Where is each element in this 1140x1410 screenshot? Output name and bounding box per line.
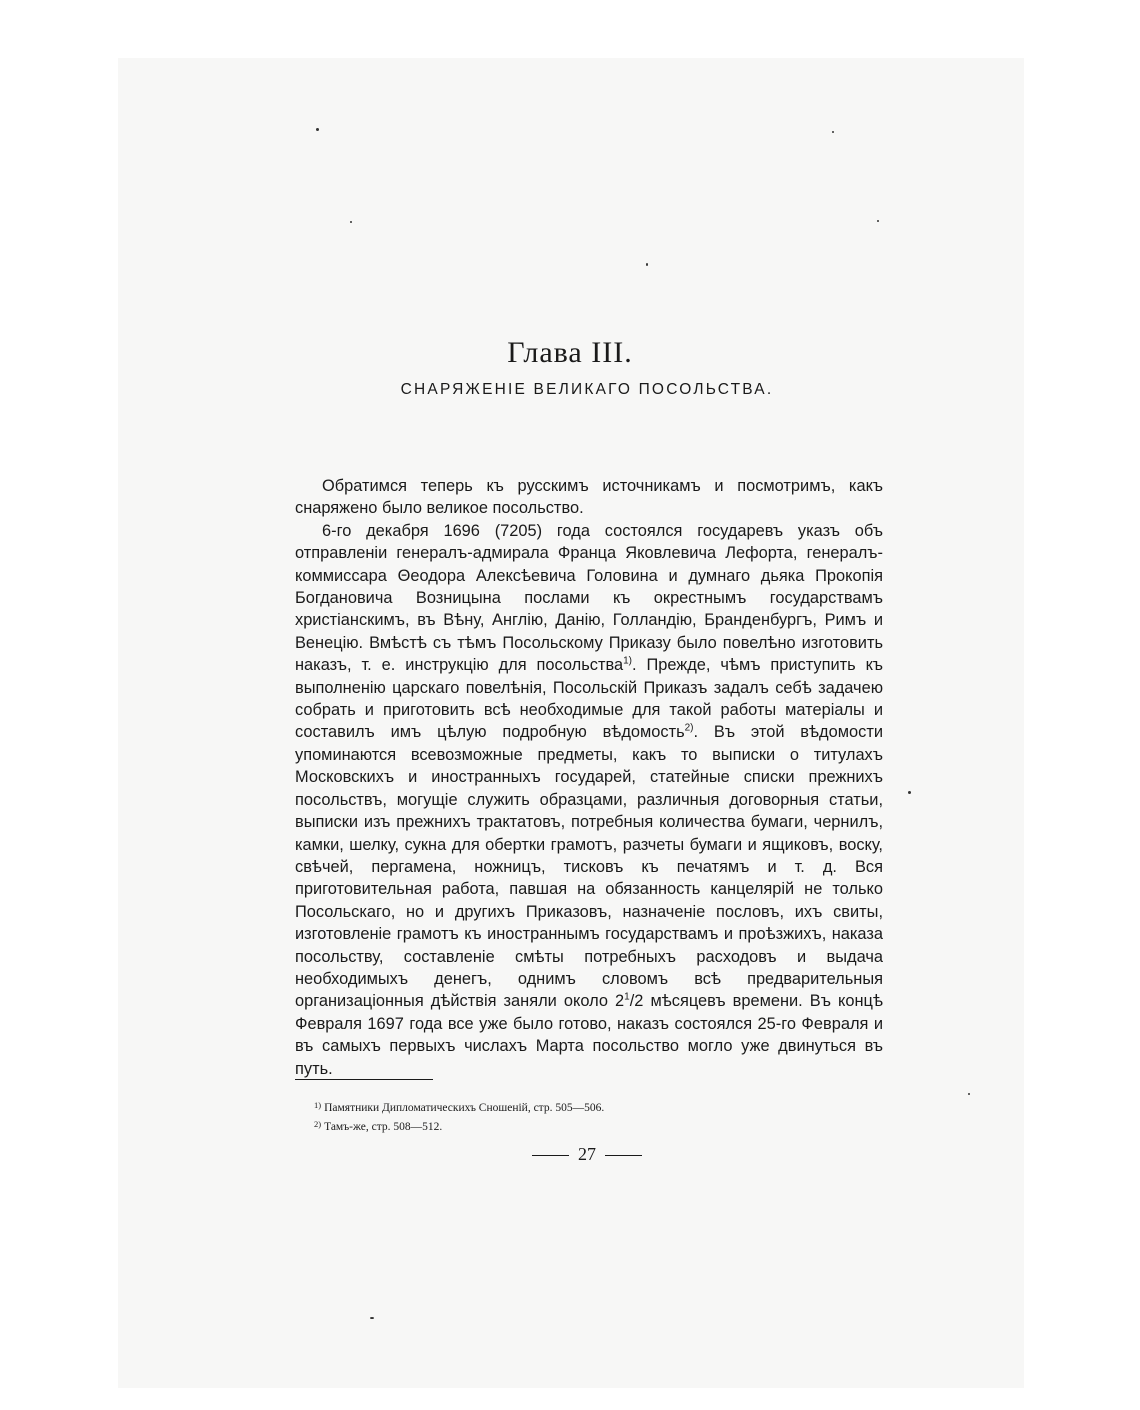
paragraph [295, 520, 883, 1080]
scan-speck [316, 128, 319, 131]
paragraph [295, 475, 883, 520]
scan-speck [832, 131, 834, 133]
chapter-title: Глава III. [507, 336, 633, 369]
chapter-subtitle: СНАРЯЖЕНІЕ ВЕЛИКАГО ПОСОЛЬСТВА. [400, 381, 774, 398]
paragraph-text: 6-го декабря 1696 (7205) года состоялся государевъ указъ объ отправленіи генералъ-адмирала Франца Яковлевича Лефорта, генералъ-коммиссара Θеодора Алексѣевича Головина и думнаго дьяка Прокопія Богдановича Возницына послами къ окрестнымъ государствамъ христіанскимъ, въ Вѣну, Англію, Данію, Голландію, Бранденбургъ, Римъ и Венецію. Вмѣстѣ съ тѣмъ Посольскому Приказу было повелѣно изготовить наказъ, т. е. инструкцію для посольства [295, 521, 883, 675]
footnote [314, 1097, 604, 1116]
fraction-numerator: 1 [624, 991, 630, 1003]
page-number-dash [605, 1155, 642, 1156]
footnote-ref: 2) [684, 723, 694, 734]
scan-speck [350, 221, 352, 223]
paragraph-text: мѣсяцевъ времени. Въ концѣ Февраля 1697 года все уже было готово, наказъ состоялся 25-го Февраля и въ самыхъ первыхъ числахъ Марта посольство могло уже двинуться въ путь. [295, 992, 883, 1078]
scan-speck [370, 1317, 374, 1319]
footnote-text: Тамъ-же, стр. 508—512. [324, 1121, 443, 1133]
page-number-dash [532, 1155, 569, 1156]
page-number-line [0, 1144, 1140, 1165]
footnote-ref: 1) [623, 655, 632, 667]
footnote [314, 1116, 604, 1135]
body-text [295, 475, 883, 1080]
footnotes [314, 1097, 604, 1135]
footnote-text: Памятники Дипломатическихъ Сношеній, стр. 505—506. [324, 1102, 605, 1114]
scan-speck [877, 220, 879, 222]
footnote-mark: 2) [314, 1119, 322, 1129]
paragraph-text: . Въ этой вѣдомости упоминаются всевозможные предметы, какъ то выписки о титулахъ Московскихъ и иностранныхъ государей, статейные списки прежнихъ посольствъ, могущіе служить образцами, различныя договорныя статьи, выписки изъ прежнихъ трактатовъ, потребныя количества бумаги, чернилъ, камки, шелку, сукна для обертки грамотъ, разчеты бумаги и ящиковъ, воску, свѣчей, пергамена, ножницъ, тисковъ къ печатямъ и т. д. Вся приготовительная работа, павшая на обязанность канцелярій не только Посольскаго, но и другихъ Приказовъ, назначеніе пословъ, ихъ свиты, изготовленіе грамотъ къ иностраннымъ государствамъ и проѣзжихъ, наказа посольству, составленіе смѣты потребныхъ расходовъ и выдача необходимыхъ денегъ, однимъ словомъ всѣ предварительныя организаціонныя дѣйствія заняли около 2 [295, 723, 883, 1011]
fraction-denominator: /2 [629, 992, 644, 1011]
paragraph-text: . Прежде, чѣмъ приступить къ выполненію царскаго повелѣнія, Посольскій Приказъ задалъ себѣ задачею собрать и приготовить всѣ необходимые для такой работы матеріалы и составилъ имъ цѣлую подробную вѣдомость [295, 656, 883, 742]
page-number: 27 [578, 1144, 596, 1164]
footnote-mark: 1) [314, 1100, 322, 1110]
scan-speck [968, 1093, 970, 1095]
paragraph-text: Обратимся теперь къ русскимъ источникамъ и посмотримъ, какъ снаряжено было великое посольство. [295, 477, 883, 518]
scan-speck [646, 263, 648, 266]
scan-speck [908, 791, 911, 794]
footnote-divider [295, 1079, 433, 1080]
